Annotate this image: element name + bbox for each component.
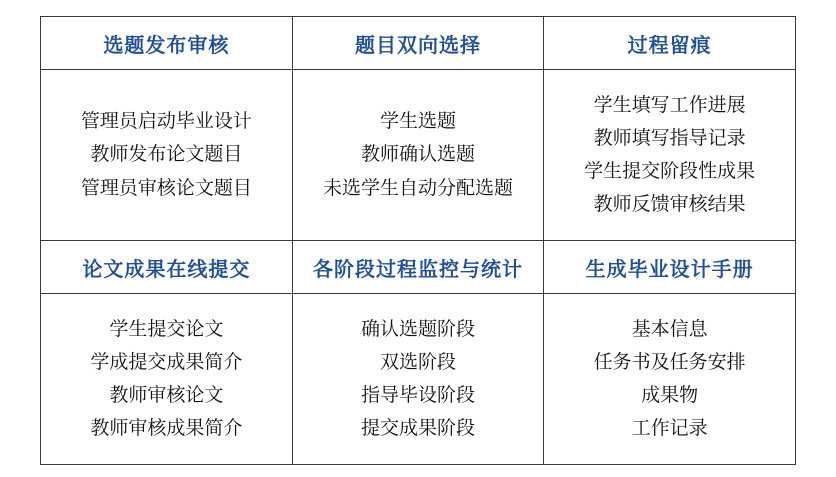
list-item: 确认选题阶段 xyxy=(360,318,475,340)
list-item: 学生选题 xyxy=(379,111,456,133)
list-item: 教师确认选题 xyxy=(360,144,475,166)
list-item: 教师发布论文题目 xyxy=(90,144,243,166)
list-item: 提交成果阶段 xyxy=(360,418,475,440)
block-title-process-trace: 过程留痕 xyxy=(544,17,796,70)
block-body-stage-monitoring xyxy=(292,294,544,465)
list-item: 教师审核论文 xyxy=(109,385,224,406)
table-row-header-2 xyxy=(41,241,796,294)
list-item: 学生填写工作进展 xyxy=(593,94,746,116)
block-title-topic-publish-review: 选题发布审核 xyxy=(41,17,293,70)
list-item: 工作记录 xyxy=(631,418,708,440)
list-item: 学成提交成果简介 xyxy=(90,351,243,373)
diagram-container xyxy=(40,16,796,461)
block-title-two-way-selection: 题目双向选择 xyxy=(292,17,544,70)
item-list xyxy=(41,313,292,446)
list-item: 双选阶段 xyxy=(379,351,456,373)
block-title-online-submission: 论文成果在线提交 xyxy=(41,241,293,294)
item-list xyxy=(544,313,795,446)
list-item: 基本信息 xyxy=(631,318,708,340)
table-row-body-2 xyxy=(41,294,796,465)
list-item: 学生提交阶段性成果 xyxy=(584,161,756,182)
list-item: 教师反馈审核结果 xyxy=(593,194,746,216)
list-item: 管理员启动毕业设计 xyxy=(80,111,252,133)
table-row-header-1 xyxy=(41,17,796,70)
list-item: 成果物 xyxy=(641,385,699,406)
list-item: 管理员审核论文题目 xyxy=(80,177,252,199)
block-body-generate-manual xyxy=(544,294,796,465)
list-item: 任务书及任务安排 xyxy=(593,351,746,373)
block-title-generate-manual: 生成毕业设计手册 xyxy=(544,241,796,294)
item-list xyxy=(293,313,544,446)
item-list xyxy=(544,89,795,222)
list-item: 未选学生自动分配选题 xyxy=(322,177,513,199)
block-title-stage-monitoring: 各阶段过程监控与统计 xyxy=(292,241,544,294)
list-item: 教师审核成果简介 xyxy=(90,418,243,440)
list-item: 学生提交论文 xyxy=(109,318,224,340)
table-row-body-1 xyxy=(41,70,796,241)
item-list xyxy=(293,105,544,205)
block-body-two-way-selection xyxy=(292,70,544,241)
block-body-online-submission xyxy=(41,294,293,465)
feature-matrix-table xyxy=(40,16,796,465)
list-item: 指导毕设阶段 xyxy=(360,385,475,406)
list-item: 教师填写指导记录 xyxy=(593,127,746,149)
item-list xyxy=(41,105,292,205)
block-body-process-trace xyxy=(544,70,796,241)
block-body-topic-publish-review xyxy=(41,70,293,241)
